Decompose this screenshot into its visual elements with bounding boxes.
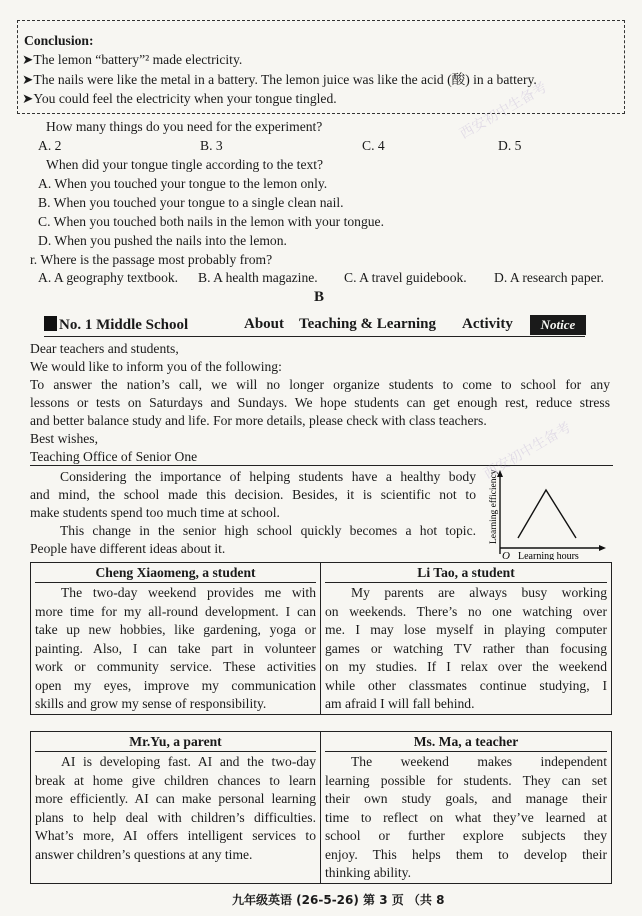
page-footer: 九年级英语 (26-5-26) 第 3 页 （共 8 [232, 893, 445, 907]
option-b: B. 3 [200, 138, 223, 153]
option-a: A. A geography textbook. [38, 270, 179, 285]
notice-activity: Activity [462, 316, 513, 332]
watermark: 西安初中生备考 [481, 419, 574, 483]
opinion-header: Ms. Ma, a teacher [325, 732, 607, 752]
notice-line: and better balance study and life. For more details, please check with class teachers. [30, 413, 487, 428]
school-name: No. 1 Middle School [44, 316, 188, 334]
paragraph-line: People have different ideas about it. [30, 541, 226, 556]
x-axis-arrow-icon [599, 545, 606, 551]
origin-label: O [502, 550, 510, 560]
notice-line: To answer the nation’s call, we will no longer organize students to come to school for any [30, 377, 610, 392]
efficiency-curve [518, 490, 576, 538]
opinion-body: My parents are always busy working on weekends. There’s no one watching over me. I may lose myself in playing computer games or watching TV rather than focusing on my studies. If I relax over the weekend while other classmates continue studying, I am afraid I will fall behind. [325, 585, 607, 711]
opinion-cell [321, 732, 611, 883]
option-d: D. A research paper. [494, 270, 604, 285]
paragraph-line: and mind, the school made this decision. Besides, it is scientific not to [30, 487, 476, 502]
notice-line: Best wishes, [30, 431, 98, 446]
conclusion-title: Conclusion: [24, 33, 94, 48]
divider [44, 336, 585, 337]
option-c: C. When you touched both nails in the lemon with your tongue. [38, 214, 384, 229]
paragraph-line: Considering the importance of helping students have a healthy body [60, 469, 476, 484]
option-d: D. When you pushed the nails into the lemon. [38, 233, 287, 248]
paragraph-line: This change in the senior high school quickly becomes a hot topic. [60, 523, 476, 538]
notice-line: Dear teachers and students, [30, 341, 179, 356]
question-stem: How many things do you need for the experiment? [46, 119, 323, 134]
option-d: D. 5 [498, 138, 522, 153]
option-c: C. 4 [362, 138, 385, 153]
opinion-body: The two-day weekend provides me with more time for my all-round development. I can take up new hobbies, like gardening, yoga or painting. Also, I can take part in volunteer work or community service. These activities open my eyes, improve my communication skills and grow my sense of responsibility. [35, 585, 316, 711]
notice-tag: Notice [530, 315, 586, 335]
notice-line: We would like to inform you of the following: [30, 359, 282, 374]
option-b: B. When you touched your tongue to a single clean nail. [38, 195, 344, 210]
divider [30, 465, 613, 466]
option-c: C. A travel guidebook. [344, 270, 467, 285]
conclusion-bullet: ➤You could feel the electricity when your tongue tingled. [22, 91, 337, 106]
paragraph-line: make students spend too much time at school. [30, 505, 280, 520]
efficiency-graph [484, 468, 610, 560]
y-axis-label: Learning efficiency [489, 469, 499, 544]
notice-banner [44, 316, 585, 334]
notice-about: About [244, 316, 285, 332]
notice-topic: Teaching & Learning [299, 316, 436, 332]
watermark: 西安初中生备考 [457, 79, 550, 143]
conclusion-bullet: ➤The nails were like the metal in a battery. The lemon juice was like the acid (酸) in a battery. [22, 72, 537, 87]
x-axis-label: Learning hours [518, 551, 579, 560]
opinion-table-top [30, 562, 612, 715]
opinion-cell [31, 732, 321, 883]
notice-line: lessons or tests on Saturdays and Sundays. We hope students can get enough rest, reduce stress [30, 395, 610, 410]
opinion-cell [31, 563, 321, 714]
question-stem: When did your tongue tingle according to the text? [46, 157, 324, 172]
opinion-header: Cheng Xiaomeng, a student [35, 563, 316, 583]
opinion-body: AI is developing fast. AI and the two-day break at home give children chances to learn more efficiently. AI can make personal learning plans to help deal with children’s difficulties. What’s more, AI offers intelligent services to answer children’s questions at any time. [35, 754, 316, 862]
opinion-cell [321, 563, 611, 714]
opinion-table-bottom [30, 731, 612, 884]
section-label: B [314, 289, 325, 305]
notice-line: Teaching Office of Senior One [30, 449, 198, 464]
conclusion-bullet: ➤The lemon “battery”² made electricity. [22, 52, 243, 67]
opinion-header: Li Tao, a student [325, 563, 607, 583]
question-stem: r. Where is the passage most probably from? [30, 252, 273, 267]
option-a: A. When you touched your tongue to the lemon only. [38, 176, 328, 191]
square-bullet-icon [44, 316, 57, 331]
opinion-header: Mr.Yu, a parent [35, 732, 316, 752]
opinion-body: The weekend makes independent learning possible for students. They can set their own study goals, and manage their time to reflect on what they’ve learned at school or further explore subjects they enjoy. This helps them to develop their thinking ability. [325, 754, 607, 880]
option-a: A. 2 [38, 138, 62, 153]
option-b: B. A health magazine. [198, 270, 318, 285]
